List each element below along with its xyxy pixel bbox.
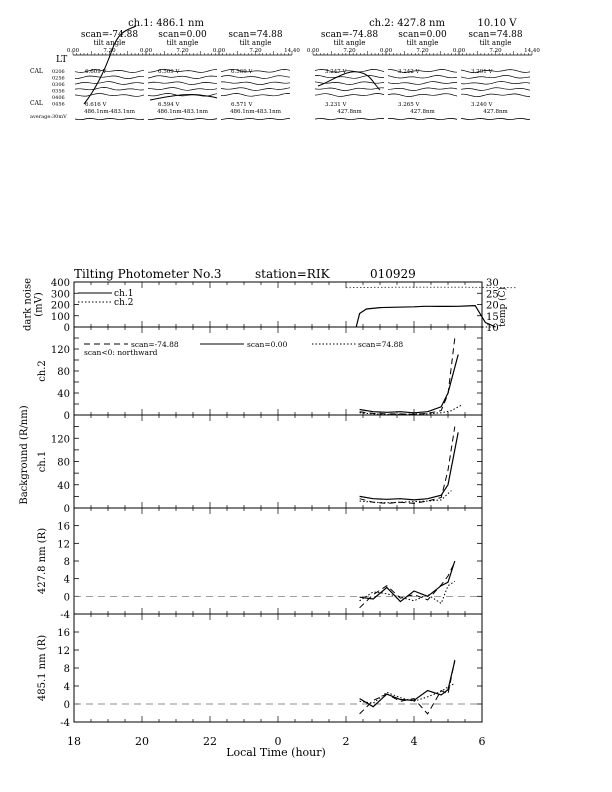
mini-trace	[461, 88, 530, 91]
mini-trace	[315, 75, 384, 78]
series-line-scan=-74.88	[360, 338, 455, 414]
series-line-scan=-74.88	[360, 562, 455, 608]
right-tick-label: 10	[486, 323, 499, 334]
y-tick-label: -4	[60, 610, 70, 621]
series-line-ch.1	[356, 306, 495, 327]
cal-tick-label: 0406	[52, 95, 65, 101]
y-tick-label: 4	[63, 682, 70, 693]
mini-scan-label: scan=74.88	[228, 30, 283, 40]
y-tick-label: 0	[63, 700, 70, 711]
x-tick-label: 6	[478, 735, 486, 748]
mini-trace	[75, 87, 144, 90]
mini-trace	[315, 94, 384, 97]
right-tick-label: 15	[486, 311, 499, 323]
legend-ch2-label: ch.2	[114, 298, 134, 308]
mini-panel-1	[140, 30, 219, 120]
mini-trace	[75, 82, 144, 85]
ch2-title: ch.2: 427.8 nm	[369, 18, 445, 29]
mini-average-trace	[148, 118, 217, 119]
mini-foot-label: 427.8nm	[410, 109, 435, 115]
plot-panel-ch1-485.1	[37, 614, 482, 729]
y-tick-label: 40	[57, 389, 70, 400]
mini-tilt-label: tilt angle	[406, 39, 439, 47]
x-axis-title: Local Time (hour)	[226, 746, 326, 759]
dark-noise-legend	[78, 289, 133, 308]
cal-tick-label: 0306	[52, 82, 65, 88]
mini-trace	[221, 82, 290, 85]
mini-panel-3	[307, 30, 386, 120]
cal-tick-label: 0256	[52, 75, 65, 82]
legend-scan-zero-label: scan=0.00	[247, 340, 288, 349]
temp-axis-title: temp (C)	[498, 286, 508, 328]
header-title: Tilting Photometer No.3	[74, 267, 222, 281]
x-tick-label: 22	[203, 735, 217, 748]
cal-label-top: CAL	[30, 68, 43, 75]
mini-trace	[388, 82, 457, 85]
y-tick-label: 300	[50, 289, 70, 301]
mini-axis-tick-label: 0.00	[66, 48, 80, 54]
plot-panel-dark-noise	[23, 278, 517, 334]
mini-trace	[221, 93, 290, 96]
cal-label-bottom: CAL	[30, 100, 43, 107]
mini-trace	[315, 88, 384, 91]
voltage-readout: 10.10 V	[477, 18, 517, 29]
header-station: station=RIK	[255, 267, 330, 281]
y-tick-label: -4	[60, 718, 70, 729]
legend-scan-minus-label: scan=-74.88	[131, 340, 179, 349]
plot-frame	[74, 508, 482, 614]
mini-trace	[221, 76, 290, 79]
mini-axis-tick-label: 0.00	[452, 48, 466, 54]
mini-trace	[148, 82, 217, 85]
mini-average-trace	[315, 118, 384, 119]
right-tick-label: 20	[486, 300, 499, 312]
mini-trace	[461, 81, 530, 84]
plot-panel-ch2-427.8	[37, 508, 482, 621]
series-line-scan=0.00	[360, 355, 459, 413]
mini-voltage-top: 3.247 V	[325, 69, 347, 75]
mini-scan-label: scan=-74.88	[320, 30, 379, 40]
y-axis-label: ch.2	[37, 360, 48, 382]
y-tick-label: 0	[63, 411, 70, 422]
y-tick-label: 0	[63, 592, 70, 604]
cal-tick-label: 0356	[52, 88, 65, 95]
header-date: 010929	[370, 267, 416, 281]
y-axis-label: (mV)	[33, 292, 45, 317]
mini-trace	[461, 76, 530, 79]
ch1-title: ch.1: 486.1 nm	[128, 18, 204, 29]
mini-foot-label: 486.1nm-483.1nm	[84, 109, 135, 115]
top-panel-strip	[30, 18, 540, 120]
x-tick-label: 18	[67, 735, 81, 748]
mini-panel-2	[213, 30, 300, 120]
mini-axis-tick-label: 7.20	[416, 48, 429, 54]
mini-tilt-label: tilt angle	[166, 39, 199, 47]
mini-voltage-bottom: 6.616 V	[85, 102, 107, 108]
mini-voltage-top: 3.291 V	[471, 69, 493, 75]
y-tick-label: 120	[50, 434, 70, 446]
mini-tilt-label: tilt angle	[333, 39, 366, 47]
y-tick-label: 40	[57, 480, 70, 492]
mini-voltage-bottom: 3.240 V	[471, 102, 493, 108]
top-panels	[67, 26, 540, 120]
mini-scan-label: scan=74.88	[468, 30, 523, 40]
mini-bump-curve	[150, 94, 217, 100]
mini-voltage-bottom: 3.265 V	[398, 102, 420, 108]
mini-average-trace	[461, 118, 530, 119]
y-axis-label: ch.1	[37, 450, 48, 473]
x-tick-label: 0	[274, 735, 282, 748]
mini-voltage-top: 6.569 V	[158, 69, 180, 75]
series-line-scan=74.88	[360, 581, 455, 603]
y-tick-label: 120	[50, 345, 70, 356]
legend-ch1-label: ch.1	[114, 289, 134, 299]
y-tick-label: 100	[50, 311, 70, 323]
mini-voltage-top: 3.242 V	[398, 69, 420, 75]
mini-voltage-bottom: 6.594 V	[158, 102, 180, 108]
mini-tilt-label: tilt angle	[479, 39, 512, 47]
mini-trace	[388, 75, 457, 78]
y-tick-label: 0	[63, 504, 70, 515]
mini-average-trace	[388, 118, 457, 119]
mini-axis-tick-label: 7.20	[103, 48, 116, 54]
mini-scan-label: scan=0.00	[158, 30, 207, 40]
y-tick-label: 200	[50, 300, 70, 312]
series-line-scan=-74.88	[360, 427, 455, 504]
y-axis-label: dark noise	[22, 277, 34, 332]
mini-axis-tick-label: 7.20	[489, 48, 502, 54]
y-tick-label: 12	[57, 539, 70, 551]
cal-tick-label: 0206	[52, 69, 65, 75]
x-tick-label: 4	[410, 735, 418, 748]
plot-frame	[74, 415, 482, 508]
mini-foot-label: 486.1nm-483.1nm	[157, 109, 208, 115]
average-label: average:30mV	[30, 114, 67, 120]
mini-axis-tick-label: 14.40	[284, 48, 300, 54]
mini-panel-5	[453, 30, 540, 120]
scan-legend	[84, 340, 403, 357]
mini-foot-label: 486.1nm-483.1nm	[230, 109, 281, 115]
mini-panel-0	[67, 30, 146, 120]
x-tick-label: 2	[342, 735, 350, 748]
header	[74, 267, 416, 281]
mini-scan-label: scan=-74.88	[80, 30, 139, 40]
cal-tick-labels	[52, 69, 65, 108]
mini-tilt-label: tilt angle	[239, 39, 272, 47]
mini-axis-tick-label: 7.20	[343, 48, 356, 54]
legend-scan-note: scan<0: northward	[84, 348, 158, 357]
mini-scan-label: scan=0.00	[398, 30, 447, 40]
plot-panel-background-ch1	[37, 415, 482, 515]
y-tick-label: 16	[57, 521, 70, 533]
right-tick-label: 25	[486, 289, 499, 301]
mini-trace	[221, 88, 290, 91]
y-tick-label: 8	[63, 664, 70, 675]
mini-voltage-top: 6.569 V	[231, 69, 253, 75]
mini-trace	[148, 76, 217, 79]
y-tick-label: 80	[57, 457, 70, 469]
mini-foot-label: 427.8nm	[483, 109, 508, 115]
mini-panel-4	[380, 30, 459, 120]
plot-frame	[74, 282, 482, 327]
mini-axis-tick-label: 0.00	[139, 48, 153, 54]
mini-trace	[75, 76, 144, 79]
mini-voltage-bottom: 3.231 V	[325, 102, 347, 108]
right-tick-label: 30	[486, 278, 499, 289]
y-tick-label: 400	[50, 278, 70, 289]
mini-trace	[75, 94, 144, 97]
mini-trace	[388, 94, 457, 97]
mini-axis-tick-label: 0.00	[306, 48, 320, 54]
y-tick-label: 80	[57, 367, 70, 378]
x-tick-label: 20	[135, 735, 149, 748]
mini-axis-tick-label: 7.20	[176, 48, 189, 54]
mini-axis-tick-label: 0.00	[212, 48, 226, 54]
mini-trace	[461, 94, 530, 97]
mini-voltage-top: 6.609 V	[85, 69, 107, 75]
legend-scan-plus-label: scan=74.88	[358, 340, 404, 349]
mini-foot-label: 427.8nm	[337, 109, 362, 115]
y-tick-label: 12	[57, 646, 70, 657]
y-tick-label: 8	[63, 557, 70, 568]
mini-voltage-bottom: 6.571 V	[231, 102, 253, 108]
mini-tilt-label: tilt angle	[93, 39, 126, 47]
mini-trace	[388, 88, 457, 91]
mini-average-trace	[221, 118, 290, 119]
mini-axis-tick-label: 7.20	[249, 48, 262, 54]
mini-average-trace	[75, 118, 144, 119]
y-tick-label: 0	[63, 323, 70, 334]
series-line-scan=0.00	[360, 561, 455, 602]
mini-trace	[148, 88, 217, 91]
y-tick-label: 4	[63, 574, 70, 586]
background-axis-title: Background (R/nm)	[19, 405, 30, 505]
y-tick-label: 16	[57, 628, 70, 639]
mini-axis-tick-label: 0.00	[379, 48, 393, 54]
mini-axis-tick-label: 14.40	[524, 48, 540, 54]
y-axis-label: 485.1 nm (R)	[37, 634, 48, 702]
cal-tick-label: 0456	[52, 101, 65, 108]
lt-label: LT	[56, 55, 68, 65]
y-axis-label: 427.8 nm (R)	[37, 527, 48, 595]
